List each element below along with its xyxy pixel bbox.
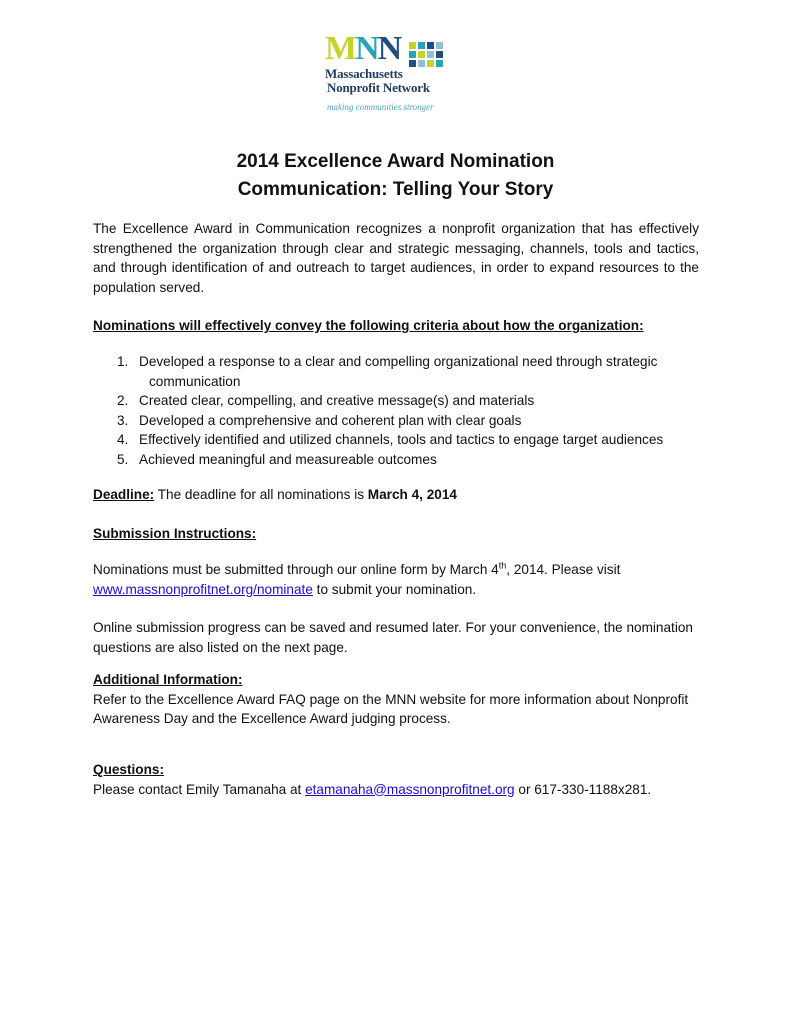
criteria-item xyxy=(93,430,699,450)
deadline-text: The deadline for all nominations is xyxy=(154,487,368,502)
logo-dot xyxy=(418,51,425,58)
logo-monogram: MNN xyxy=(325,30,401,67)
criteria-item-continuation: communication xyxy=(149,373,241,389)
logo-dot xyxy=(436,51,443,58)
title-line-2: Communication: Telling Your Story xyxy=(237,179,554,200)
criteria-item-number: 5. xyxy=(117,451,129,467)
nominate-link[interactable]: www.massnonprofitnet.org/nominate xyxy=(93,581,313,597)
criteria-item-number: 1. xyxy=(117,354,129,369)
submission-heading: Submission Instructions: xyxy=(93,526,257,541)
logo-org-name: Massachusetts Nonprofit Network xyxy=(325,66,430,95)
deadline-label: Deadline: xyxy=(93,487,155,502)
mnn-logo xyxy=(325,32,455,118)
criteria-item-number: 3. xyxy=(117,412,129,428)
questions-section xyxy=(93,760,699,799)
logo-dot xyxy=(436,42,443,49)
criteria-heading: Nominations will effectively convey the following criteria about how the organization: xyxy=(93,318,644,333)
criteria-item-text: Achieved meaningful and measureable outcomes xyxy=(139,451,437,467)
criteria-item-text: Developed a response to a clear and compelling organizational need through strategic xyxy=(139,354,658,369)
additional-info-text: Refer to the Excellence Award FAQ page on the MNN website for more information about Nonprofit Awareness Day and the Excellence Award judging process. xyxy=(93,691,689,726)
criteria-list xyxy=(93,352,699,469)
criteria-item xyxy=(93,411,699,431)
deadline-line xyxy=(93,485,699,505)
criteria-item xyxy=(93,352,699,391)
deadline-date: March 4, 2014 xyxy=(367,487,457,502)
criteria-item-text: Created clear, compelling, and creative message(s) and materials xyxy=(139,393,535,408)
logo-dot xyxy=(427,60,434,67)
intro-paragraph: The Excellence Award in Communication recognizes a nonprofit organization that has effectively strengthened the organization through clear and strategic messaging, channels, tools and tactics, and through identification of and outreach to target audiences, in order to expand resources to the population served. xyxy=(93,221,699,295)
criteria-item-number: 4. xyxy=(117,432,129,447)
criteria-item xyxy=(93,391,699,411)
logo-dot xyxy=(409,51,416,58)
logo-dot xyxy=(409,60,416,67)
logo-dot xyxy=(409,42,416,49)
logo-dot xyxy=(427,42,434,49)
logo-dot xyxy=(418,42,425,49)
title-line-1: 2014 Excellence Award Nomination xyxy=(236,151,555,172)
progress-paragraph: Online submission progress can be saved and resumed later. For your convenience, the nomination questions are also listed on the next page. xyxy=(93,620,693,655)
logo-dot xyxy=(436,60,443,67)
logo-tagline: making communities stronger xyxy=(327,102,434,112)
logo-dot xyxy=(418,60,425,67)
logo-dot xyxy=(427,51,434,58)
logo-dot-grid xyxy=(409,42,443,67)
additional-info-heading: Additional Information: xyxy=(93,672,243,687)
questions-heading: Questions: xyxy=(93,762,164,777)
questions-text: Please contact Emily Tamanaha at etamanaha@massnonprofitnet.org or 617-330-1188x281. xyxy=(93,781,652,797)
contact-email-link[interactable]: etamanaha@massnonprofitnet.org xyxy=(305,781,515,797)
additional-info-section xyxy=(93,670,699,729)
submission-paragraph: Nominations must be submitted through our online form by March 4th, 2014. Please visit www.massnonprofitnet.org/nominate to submit your nomination. xyxy=(93,560,621,597)
criteria-item-number: 2. xyxy=(117,393,129,408)
criteria-item-text: Effectively identified and utilized channels, tools and tactics to engage target audiences xyxy=(139,432,664,447)
criteria-item-text: Developed a comprehensive and coherent plan with clear goals xyxy=(139,412,522,428)
document-title xyxy=(0,148,791,204)
criteria-item xyxy=(93,450,699,470)
